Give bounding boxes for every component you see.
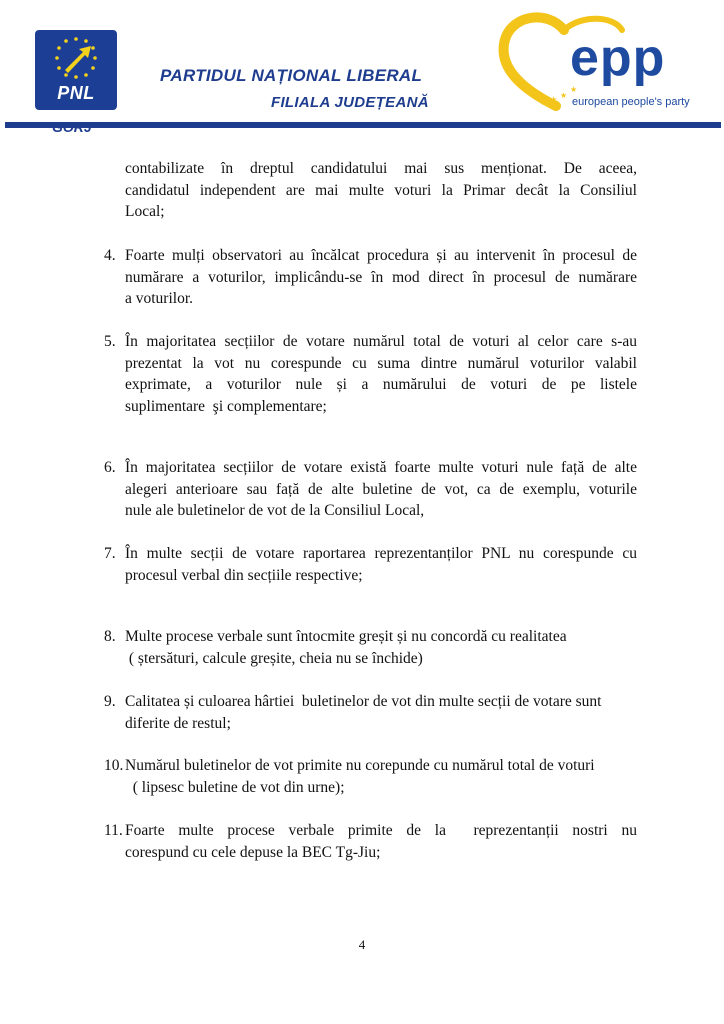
text-line: numărare a voturilor, implicându-se în mod direct în procesul de numărare [125,268,637,286]
epp-tagline: european people's party [572,96,690,108]
epp-wordmark: epp [570,29,666,87]
text-line: prezentat la vot nu corespunde cu suma dintre numărul voturilor valabil [125,354,637,372]
text-line: diferite de restul; [125,714,231,732]
text-line: ( ștersături, calcule greșite, cheia nu se închide) [125,649,423,667]
list-item-number: 11. [104,822,123,839]
text-line: Foarte multe procese verbale primite de la reprezentanții nostri nu [125,822,637,839]
text-line: ( lipsesc buletine de vot din urne); [125,778,345,796]
list-item [125,820,637,863]
list-item-number: 4. [104,247,116,264]
text-line: Multe procese verbale sunt întocmite greșit și nu concordă cu realitatea [125,628,567,645]
list-item [125,245,637,310]
list-item-number: 6. [104,459,116,476]
header-divider [5,122,721,128]
svg-text:★: ★ [540,98,548,107]
text-line: nule ale buletinelor de vot de la Consiliul Local, [125,502,425,519]
svg-text:★: ★ [570,85,578,94]
page-number: 4 [358,937,366,952]
list-item [125,755,637,798]
text-line: În majoritatea secțiilor de votare numărul total de voturi al celor care s-au [125,333,637,350]
list-item [125,457,637,522]
text-line: procesul verbal din secțiile respective; [125,566,363,584]
list-item [125,331,637,417]
text-line: contabilizate în dreptul candidatului mai sus menționat. De aceea, [125,160,637,177]
svg-text:★: ★ [560,91,568,100]
text-line: a voturilor. [125,290,194,307]
list-item-number: 10. [104,757,124,774]
text-line: alegeri anterioare sau față de alte buletine de vot, ca de exemplu, voturile [125,480,637,498]
text-line: Calitatea și culoarea hârtiei buletinelor de vot din multe secții de votare sunt [125,693,602,710]
party-name: PARTIDUL NAȚIONAL LIBERAL [160,66,423,85]
list-item-number: 9. [104,693,116,710]
text-line: candidatul independent are mai multe voturi la Primar decât la Consiliul [125,181,637,199]
text-line: suplimentare şi complementare; [125,397,327,415]
text-line: În majoritatea secțiilor de votare există foarte multe voturi nule față de alte [125,459,637,476]
continuation-paragraph [125,158,637,223]
list-item [125,626,637,669]
list-item-number: 7. [104,545,116,562]
list-item-number: 8. [104,628,116,645]
text-line: Local; [125,203,165,220]
pnl-logo-text: PNL [57,83,95,103]
text-line: În multe secții de votare raportarea reprezentanților PNL nu corespunde cu [125,545,637,562]
branch-name: FILIALA JUDEȚEANĂ [271,94,429,111]
text-line: Foarte mulți observatori au încălcat procedura și au intervenit în procesul de [125,247,637,264]
text-line: corespund cu cele depuse la BEC Tg-Jiu; [125,843,381,861]
svg-text:★: ★ [550,95,558,104]
list-item [125,543,637,586]
list-item-number: 5. [104,333,116,350]
text-line: Numărul buletinelor de vot primite nu corepunde cu numărul total de voturi [125,757,595,774]
text-line: exprimate, a voturilor nule și a numărului de voturi de pe listele [125,376,637,393]
list-item [125,691,637,734]
